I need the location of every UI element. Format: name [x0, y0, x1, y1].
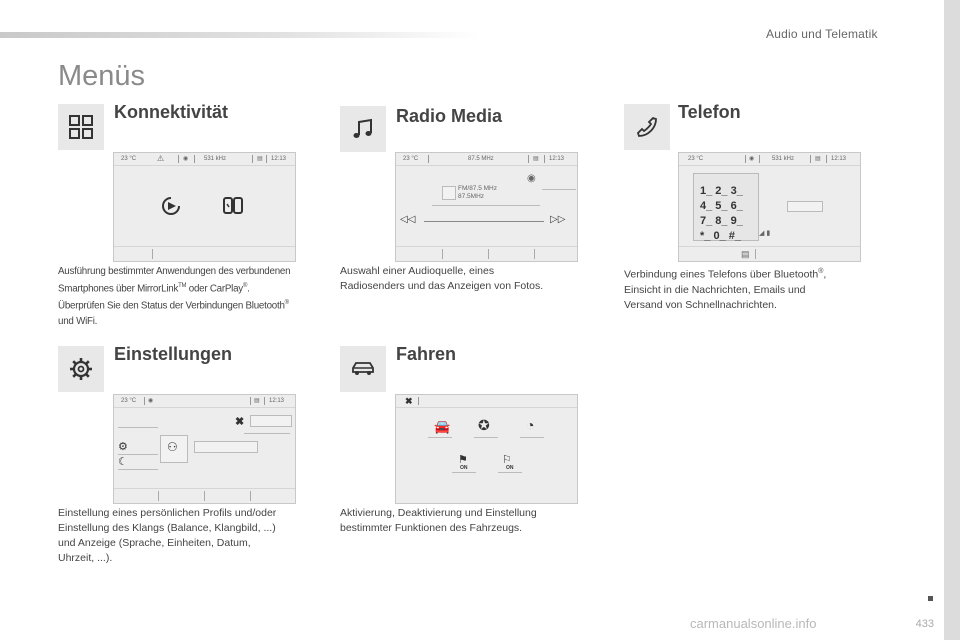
right-page-edge: [944, 0, 960, 640]
clock-label: 12:13: [269, 398, 285, 404]
close-icon[interactable]: ✖: [405, 396, 413, 406]
chapter-header: Audio und Telematik: [766, 27, 878, 41]
bottom-bar: [679, 246, 860, 261]
konnektivitaet-title: Konnektivität: [114, 102, 229, 122]
watermark-text: carmanualsonline.info: [690, 616, 817, 631]
radio-signal-icon: ◉: [749, 156, 755, 162]
seek-forward-icon[interactable]: ▷▷: [550, 214, 566, 225]
konnektivitaet-screen: [113, 152, 296, 262]
fahren-title: Fahren: [396, 344, 457, 364]
close-icon[interactable]: ✖: [235, 416, 245, 428]
fahren-description: Aktivierung, Deaktivierung und Einstellung bestimmter Funktionen des Fahrzeugs.: [340, 507, 537, 534]
phone-handset-icon: [635, 115, 659, 139]
bottom-bar: [396, 246, 577, 261]
einstellungen-description: Einstellung eines persönlichen Profils und/oder Einstellung des Klangs (Balance, Klangbild, ...) und Anzeige (Sprache, Einheiten, Datum, Uhrzeit, ...).: [58, 507, 277, 564]
clock-label: 12:13: [549, 156, 565, 162]
keypad-row[interactable]: 7_ 8_ 9_: [700, 215, 743, 227]
message-icon: ▤: [533, 156, 539, 162]
phone-menu-icon[interactable]: ▤: [741, 249, 750, 259]
mirrorlink-play-icon[interactable]: [160, 195, 182, 217]
status-bar: [396, 395, 577, 408]
message-icon: ▤: [254, 398, 260, 404]
status-bar: [679, 153, 860, 166]
page-title: Menüs: [58, 60, 146, 92]
status-bar: [396, 153, 577, 166]
profile-icon[interactable]: [160, 435, 188, 463]
radio-signal-icon: ◉: [183, 156, 189, 162]
dial-keypad[interactable]: [700, 184, 743, 244]
radio-signal-icon[interactable]: ◉: [527, 173, 536, 184]
radio-title: Radio Media: [396, 106, 503, 126]
frequency-label: 531 kHz: [204, 156, 227, 162]
vehicle-function-icon[interactable]: 🚘: [434, 419, 451, 434]
lighting-icon[interactable]: ⚑: [458, 454, 468, 466]
frequency-label: 531 kHz: [772, 156, 795, 162]
telefon-description: Verbindung eines Telefons über Bluetooth®, Einsicht in die Nachrichten, Emails und Versand von Schnellnachrichten.: [624, 268, 827, 311]
settings-gear-icon: [69, 357, 93, 381]
warning-icon: ⚠: [157, 154, 165, 163]
frequency-label: 87.5 MHz: [468, 156, 494, 162]
einstellungen-screen: [113, 394, 296, 504]
gauge-icon[interactable]: ◔: [526, 417, 535, 433]
on-label: ON: [506, 465, 514, 471]
message-icon: ▤: [257, 156, 263, 162]
temperature-label: 23 °C: [121, 398, 137, 404]
station-frequency: 87.5MHz: [458, 193, 485, 200]
night-mode-icon[interactable]: ☾: [118, 456, 128, 468]
bottom-bar: [114, 246, 295, 261]
tuning-slider[interactable]: [424, 221, 544, 222]
konnektivitaet-icon-box: [58, 104, 104, 150]
signal-battery-icon: ◢ ▮: [759, 230, 771, 237]
station-logo: [442, 186, 456, 200]
message-icon: ▤: [815, 156, 821, 162]
radio-signal-icon: ◉: [148, 398, 154, 404]
clock-label: 12:13: [831, 156, 847, 162]
top-decor-bar: [0, 32, 480, 38]
radio-icon-box: [340, 106, 386, 152]
fahren-screen: [395, 394, 578, 504]
seek-back-icon[interactable]: ◁◁: [400, 214, 416, 225]
number-input[interactable]: [787, 201, 823, 212]
temperature-label: 23 °C: [688, 156, 704, 162]
radio-screen: [395, 152, 578, 262]
car-icon: [351, 357, 375, 381]
clock-label: 12:13: [271, 156, 287, 162]
station-label: FM/87.5 MHz: [458, 185, 498, 192]
fahren-icon-box: [340, 346, 386, 392]
page-marker: [928, 596, 933, 601]
status-bar: [114, 153, 295, 166]
profile-name-field[interactable]: [194, 441, 258, 453]
keypad-row[interactable]: 4_ 5_ 6_: [700, 200, 743, 212]
bottom-bar: [114, 488, 295, 503]
einstellungen-icon-box: [58, 346, 104, 392]
settings-field[interactable]: [250, 415, 292, 427]
sound-settings-icon[interactable]: ⚙: [118, 441, 128, 453]
temperature-label: 23 °C: [121, 156, 137, 162]
music-note-icon: [351, 117, 375, 141]
door-lock-icon[interactable]: ⚐: [502, 454, 512, 466]
telefon-title: Telefon: [678, 102, 741, 122]
smartphone-mirror-icon[interactable]: [222, 195, 244, 217]
telefon-icon-box: [624, 104, 670, 150]
on-label: ON: [460, 465, 468, 471]
konnektivitaet-description: Ausführung bestimmter Anwendungen des verbundenen Smartphones über MirrorLink™ oder CarPlay®. Überprüfen Sie den Status der Verbindungen Bluetooth® und WiFi.: [58, 266, 291, 327]
driving-aid-icon[interactable]: ✪: [478, 417, 490, 433]
einstellungen-title: Einstellungen: [114, 344, 233, 364]
person-icon: ⚇: [167, 440, 178, 454]
page-number: 433: [915, 618, 934, 630]
keypad-row[interactable]: *_ 0_ #_: [700, 230, 741, 242]
radio-description: Auswahl einer Audioquelle, eines Radiosenders und das Anzeigen von Fotos.: [340, 265, 544, 292]
apps-grid-icon: [69, 115, 93, 139]
status-bar: [114, 395, 295, 408]
temperature-label: 23 °C: [403, 156, 419, 162]
keypad-row[interactable]: 1_ 2_ 3_: [700, 185, 743, 197]
